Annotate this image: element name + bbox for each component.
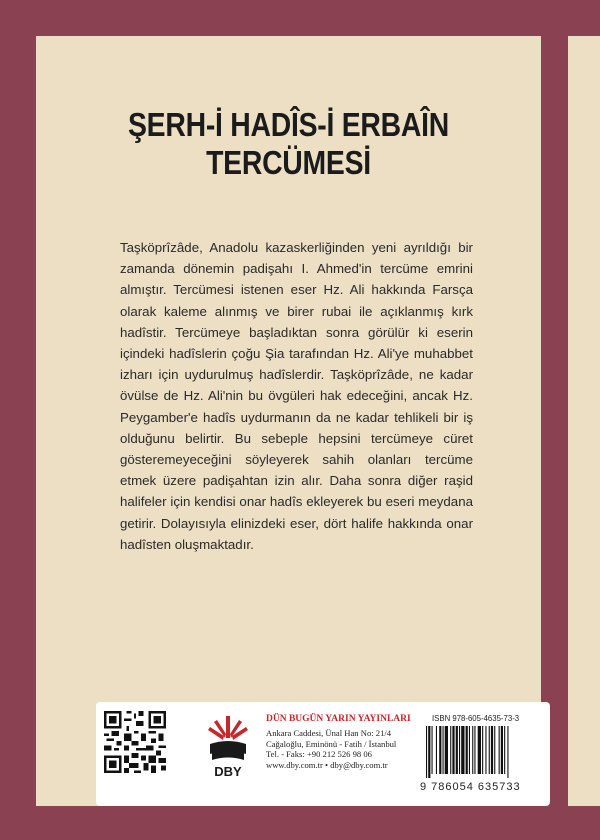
barcode-bar	[443, 726, 444, 774]
barcode-bar	[436, 726, 437, 774]
publisher-name: DÜN BUGÜN YARIN YAYINLARI	[266, 714, 411, 724]
publisher-info-box	[96, 702, 550, 806]
back-cover	[36, 36, 541, 806]
phone-line: Tel. - Faks: +90 212 526 98 06	[266, 749, 372, 759]
barcode-bar	[432, 726, 433, 774]
svg-text:DBY: DBY	[214, 764, 242, 779]
barcode-digits: 9 786054 635733	[420, 781, 521, 793]
publisher-logo	[206, 714, 250, 780]
barcode-bar	[456, 726, 458, 774]
isbn-label: ISBN 978-605-4635-73-3	[432, 714, 520, 723]
address-line-2: Cağaloğlu, Eminönü - Fatih / İstanbul	[266, 738, 397, 749]
barcode-bar	[507, 726, 508, 778]
barcode-bar	[426, 726, 427, 778]
barcode-bar	[445, 726, 448, 774]
blurb-text: Taşköprîzâde, Anadolu kazaskerliğinden yeni ayrıldığı bir zamanda dönemin padişahı I. Ahmed'in tercüme emrini almıştır. Tercümesi istenen eser Hz. Ali hakkında Farsça olarak kaleme alınmış ve birer rubai ile açıklanmış kırk hadîstir. Tercümeye başladıktan sonra görülür ki eserin içindeki hadîslerin çoğu Şia tarafından Hz. Ali'ye muhabbet izharı için uydurulmuş hadîslerdir. Taşköprîzâde, ne kadar övülse de Hz. Ali'nin bu övgüleri hak edeceğini, ancak Hz. Peygamber'e hadîs uydurmanın da ne kadar tehlikeli bir iş olduğunu belirtir. Bu sebeple hepsini tercümeye cüret gösteremeyeceğini söyleyerek sahih olanları tercüme etmek üzere padişahtan izin alır. Daha sonra diğer raşid halifeler için kendisi onar hadîs ekleyerek bu eseri meydana getirir. Dolayısıyla elinizdeki eser, dört halife hakkında onar hadîsten oluşmaktadır.	[120, 240, 473, 552]
barcode-bar	[450, 726, 451, 774]
barcode-bar	[489, 726, 490, 774]
barcode-bar	[501, 726, 503, 774]
address-line-1: Ankara Caddesi, Ünal Han No: 21/4	[266, 728, 392, 738]
publisher-address	[266, 728, 396, 770]
barcode-bar	[482, 726, 483, 774]
barcode-bar	[494, 726, 495, 774]
barcode-bar	[478, 726, 481, 774]
barcode-bar	[499, 726, 500, 774]
barcode-bar	[439, 726, 441, 774]
barcode-bar	[461, 726, 464, 774]
barcode-bar	[485, 726, 486, 774]
barcode-bar	[466, 726, 468, 774]
web-email-line: www.dby.com.tr • dby@dby.com.tr	[266, 759, 388, 770]
barcode	[426, 726, 538, 778]
barcode-bar	[472, 726, 473, 774]
barcode-bar	[491, 726, 493, 774]
adjacent-cover-edge	[568, 36, 600, 806]
barcode-bar	[474, 726, 475, 774]
barcode-bar	[459, 726, 460, 774]
barcode-bar	[452, 726, 454, 774]
book-title	[71, 106, 505, 182]
qr-code-icon	[104, 711, 166, 773]
barcode-bar	[469, 726, 470, 774]
barcode-bar	[504, 726, 505, 774]
title-line-1: ŞERH-İ HADÎS-İ ERBAÎN	[128, 106, 449, 143]
barcode-bar	[428, 726, 430, 778]
title-line-2: TERCÜMESİ	[206, 144, 371, 181]
